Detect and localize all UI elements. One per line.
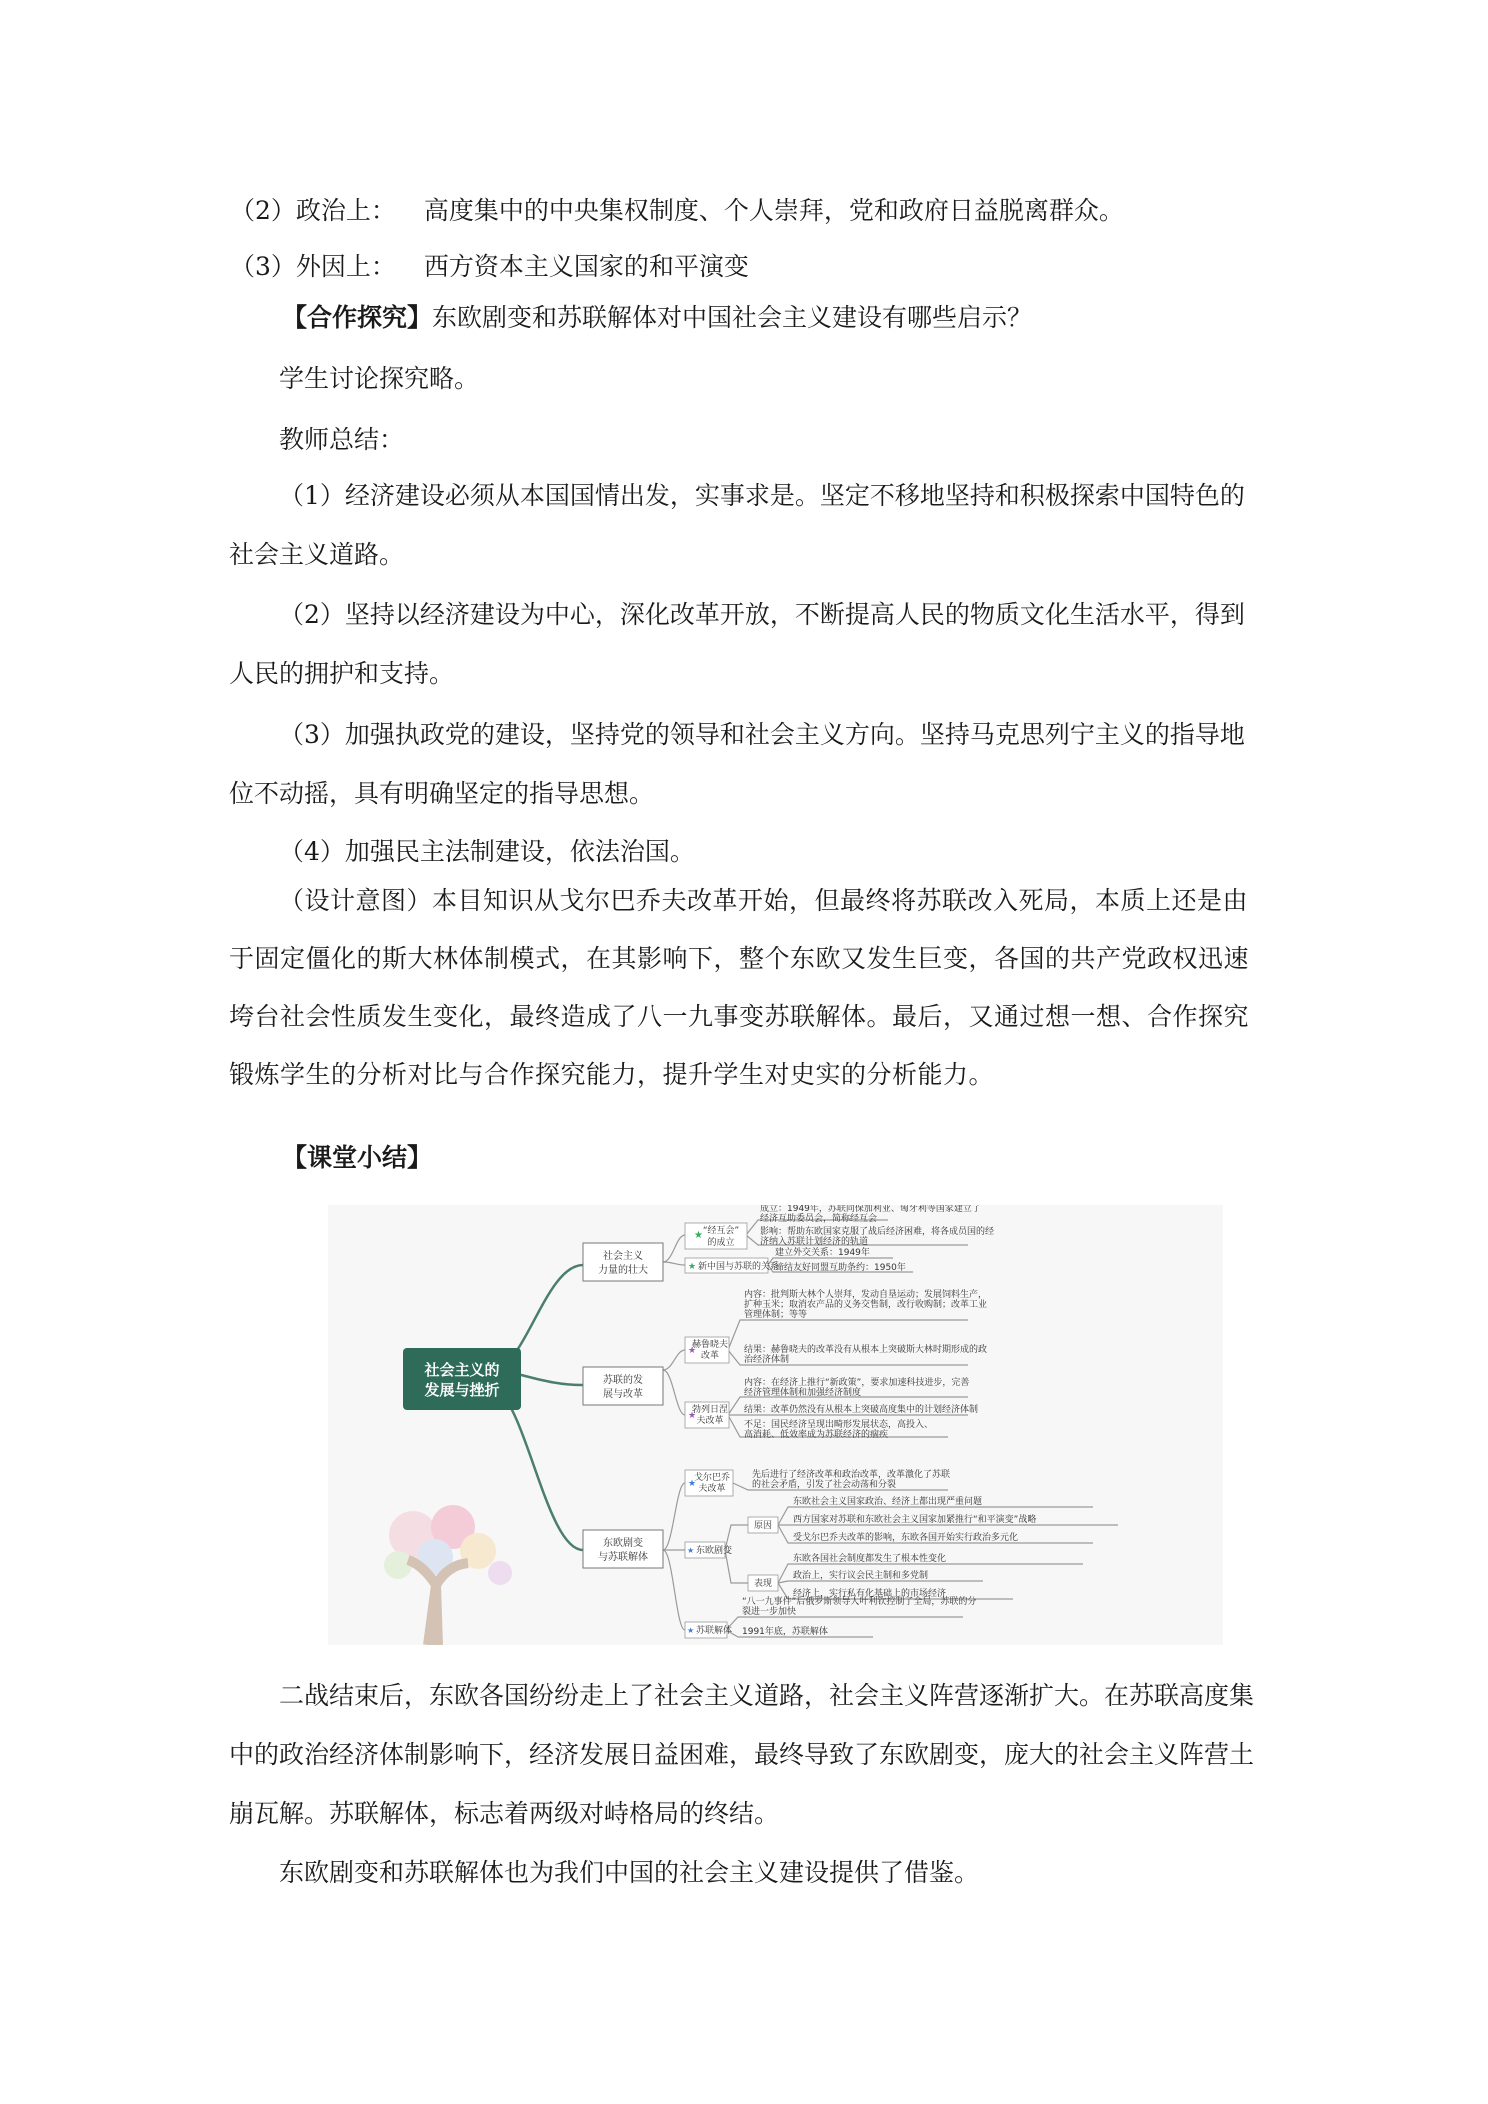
reason-1: 东欧社会主义国家政治、经济上都出现严重问题: [793, 1497, 983, 1507]
china-ussr-title: 新中国与苏联的关系: [698, 1262, 780, 1272]
mind-map-root: [403, 1348, 521, 1410]
gorbachev-title-1: 戈尔巴乔: [693, 1473, 731, 1483]
cause-political: [230, 181, 1268, 240]
comecon-title-2: 的成立: [707, 1238, 735, 1248]
brezhnev-content-1: 内容：在经济上推行“新政策”，要求加速科技进步，完善: [744, 1378, 970, 1388]
gorbachev-reform-2: 的社会矛盾，引发了社会动荡和分裂: [752, 1480, 897, 1490]
cause-political-label: （2）政治上：: [230, 196, 396, 225]
branch1-title-1: 社会主义: [603, 1251, 643, 1262]
manifestation-3: 经济上，实行私有化基础上的市场经济: [793, 1589, 947, 1599]
comecon-founding-1: 成立：1949年，苏联同保加利亚、匈牙利等国家建立了: [760, 1205, 981, 1214]
khrushchev-result-1: 结果：赫鲁晓夫的改革没有从根本上突破斯大林时期形成的政: [744, 1345, 988, 1355]
gorbachev-title-2: 夫改革: [698, 1484, 726, 1494]
comecon-title-1: “经互会”: [702, 1226, 740, 1236]
brezhnev-shortcoming-2: 高消耗、低效率成为苏联经济的痼疾: [744, 1430, 889, 1440]
china-ussr-treaty: 缔结友好同盟互助条约：1950年: [775, 1263, 906, 1273]
star-blue-icon: ★: [688, 1479, 697, 1489]
branch3-title-2: 与苏联解体: [598, 1552, 648, 1563]
comecon-founding-2: 经济互助委员会，简称经互会: [760, 1214, 878, 1224]
manifestation-label: 表现: [753, 1579, 773, 1589]
student-discussion: 学生讨论探究略。: [279, 364, 480, 393]
star-blue-icon: ★: [687, 1546, 695, 1555]
reason-2: 西方国家对苏联和东欧社会主义国家加紧推行“和平演变”战略: [793, 1515, 1037, 1525]
manifestation-2: 政治上，实行议会民主制和多党制: [793, 1571, 929, 1581]
brezhnev-shortcoming-1: 不足：国民经济呈现出畸形发展状态，高投入、: [744, 1420, 934, 1430]
brezhnev-result: 结果：改革仍然没有从根本上突破高度集中的计划经济体制: [744, 1405, 979, 1415]
summary-point-4: （4）加强民主法制建设，依法治国。: [279, 837, 695, 866]
cause-political-text: 高度集中的中央集权制度、个人崇拜，党和政府日益脱离群众。: [423, 196, 1124, 225]
khrushchev-content-3: 管理体制；等等: [744, 1310, 808, 1320]
cause-external-text: 西方资本主义国家的和平演变: [423, 252, 749, 281]
branch2-title-1: 苏联的发: [603, 1375, 643, 1386]
explore-label: 【合作探究】: [282, 303, 433, 332]
class-summary-title: 【课堂小结】: [282, 1143, 433, 1172]
star-purple-icon: ★: [688, 1346, 697, 1356]
comecon-impact-2: 济纳入苏联计划经济的轨道: [760, 1237, 869, 1247]
summary-point-2: （2）坚持以经济建设为中心，深化改革开放，不断提高人民的物质文化生活水平，得到人民的拥护和支持。: [229, 600, 1245, 688]
reason-label: 原因: [753, 1521, 773, 1531]
china-ussr-diplomacy: 建立外交关系：1949年: [775, 1248, 870, 1258]
reason-3: 受戈尔巴乔夫改革的影响，东欧各国开始实行政治多元化: [793, 1533, 1019, 1543]
summary-paragraph-2: 东欧剧变和苏联解体也为我们中国的社会主义建设提供了借鉴。: [279, 1858, 980, 1887]
star-green-icon: ★: [688, 1262, 697, 1272]
branch1-title-2: 力量的壮大: [598, 1265, 648, 1276]
khrushchev-title-2: 改革: [700, 1351, 720, 1361]
root-label-2: 发展与挫折: [424, 1381, 500, 1399]
khrushchev-result-2: 治经济体制: [744, 1355, 790, 1365]
summary-point-1: （1）经济建设必须从本国国情出发，实事求是。坚定不移地坚持和积极探索中国特色的社会主义道路。: [229, 481, 1245, 569]
ussr-dissolution-2: 裂进一步加快: [742, 1607, 797, 1617]
brezhnev-content-2: 经济管理体制和加强经济制度: [744, 1388, 862, 1398]
branch2-title-2: 展与改革: [603, 1389, 643, 1400]
decorative-tree-illustration: [384, 1505, 512, 1645]
root-label-1: 社会主义的: [424, 1361, 500, 1379]
khrushchev-title-1: 赫鲁晓夫: [691, 1340, 729, 1350]
branch-east-europe-collapse: [583, 1468, 1036, 1638]
explore-question-text: 东欧剧变和苏联解体对中国社会主义建设有哪些启示？: [432, 303, 1033, 332]
comecon-impact-1: 影响：帮助东欧国家克服了战后经济困难，将各成员国的经: [760, 1227, 995, 1237]
cause-external-label: （3）外因上：: [230, 252, 396, 281]
star-blue-icon: ★: [687, 1626, 695, 1635]
ussr-dissolution-title: 苏联解体: [696, 1626, 733, 1636]
manifestation-1: 东欧各国社会制度都发生了根本性变化: [793, 1554, 947, 1564]
branch-soviet-reform: [583, 1288, 987, 1440]
branch3-title-1: 东欧剧变: [603, 1538, 643, 1549]
east-europe-title: 东欧剧变: [696, 1546, 733, 1556]
summary-paragraph-1: 二战结束后，东欧各国纷纷走上了社会主义道路，社会主义阵营逐渐扩大。在苏联高度集中的政治经济体制影响下，经济发展日益困难，最终导致了东欧剧变，庞大的社会主义阵营土崩瓦解。苏联解体，标志着两级对峙格局的终结。: [229, 1681, 1255, 1828]
brezhnev-title-2: 夫改革: [696, 1416, 724, 1426]
brezhnev-title-1: 勃列日涅: [691, 1405, 729, 1415]
mind-map: [328, 1205, 1223, 1645]
teacher-summary-intro: 教师总结：: [279, 425, 405, 454]
ussr-dissolution-1: “八一九事件”后俄罗斯领导人叶利钦控制了全局，苏联的分: [742, 1597, 977, 1607]
branch-socialist-growth: [583, 1205, 994, 1281]
ussr-dissolution-3: 1991年底，苏联解体: [742, 1627, 828, 1637]
summary-point-3: （3）加强执政党的建设，坚持党的领导和社会主义方向。坚持马克思列宁主义的指导地位不动摇，具有明确坚定的指导思想。: [229, 720, 1245, 808]
design-intent: （设计意图）本目知识从戈尔巴乔夫改革开始，但最终将苏联改入死局，本质上还是由于固定僵化的斯大林体制模式，在其影响下，整个东欧又发生巨变，各国的共产党政权迅速垮台社会性质发生变化，最终造成了八一九事变苏联解体。最后，又通过想一想、合作探究锻炼学生的分析对比与合作探究能力，提升学生对史实的分析能力。: [229, 886, 1250, 1089]
star-green-icon: ★: [694, 1230, 703, 1241]
khrushchev-content-1: 内容：批判斯大林个人崇拜，发动自垦运动；发展饲料生产，: [744, 1290, 988, 1300]
khrushchev-content-2: 扩种玉米；取消农产品的义务交售制，改行收购制；改革工业: [744, 1300, 988, 1310]
explore-question: [282, 288, 1288, 347]
gorbachev-reform-1: 先后进行了经济改革和政治改革，改革激化了苏联: [752, 1470, 951, 1480]
star-purple-icon: ★: [688, 1411, 697, 1421]
